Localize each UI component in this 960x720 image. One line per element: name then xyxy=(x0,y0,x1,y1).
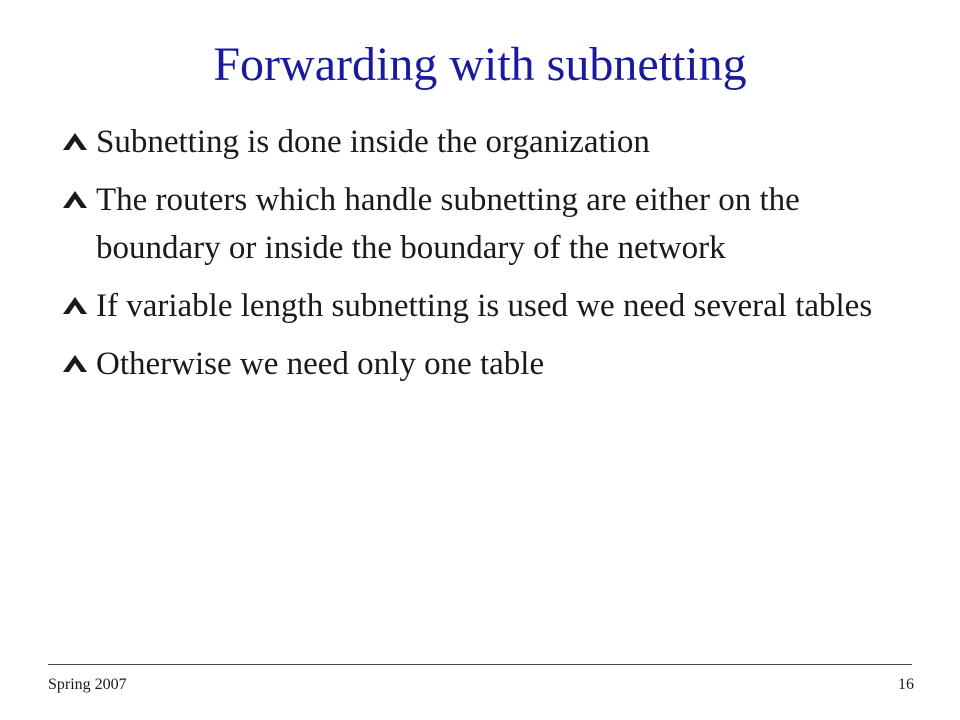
bullet-item xyxy=(62,340,902,388)
caret-up-icon xyxy=(62,190,88,210)
bullet-text: Otherwise we need only one table xyxy=(96,346,545,382)
bullet-text: The routers which handle subnetting are either on the boundary or inside the boundary of the network xyxy=(96,182,800,266)
caret-up-icon xyxy=(62,354,88,374)
footer-divider xyxy=(48,664,912,665)
bullet-item xyxy=(62,282,902,330)
slide-title: Forwarding with subnetting xyxy=(213,38,747,91)
page-number: 16 xyxy=(898,676,914,693)
bullet-text: If variable length subnetting is used we need several tables xyxy=(96,288,873,324)
bullet-item xyxy=(62,118,902,166)
footer-date: Spring 2007 xyxy=(48,676,127,693)
bullet-list xyxy=(62,118,902,398)
caret-up-icon xyxy=(62,132,88,152)
bullet-text: Subnetting is done inside the organization xyxy=(96,124,650,160)
bullet-item xyxy=(62,176,902,272)
caret-up-icon xyxy=(62,296,88,316)
